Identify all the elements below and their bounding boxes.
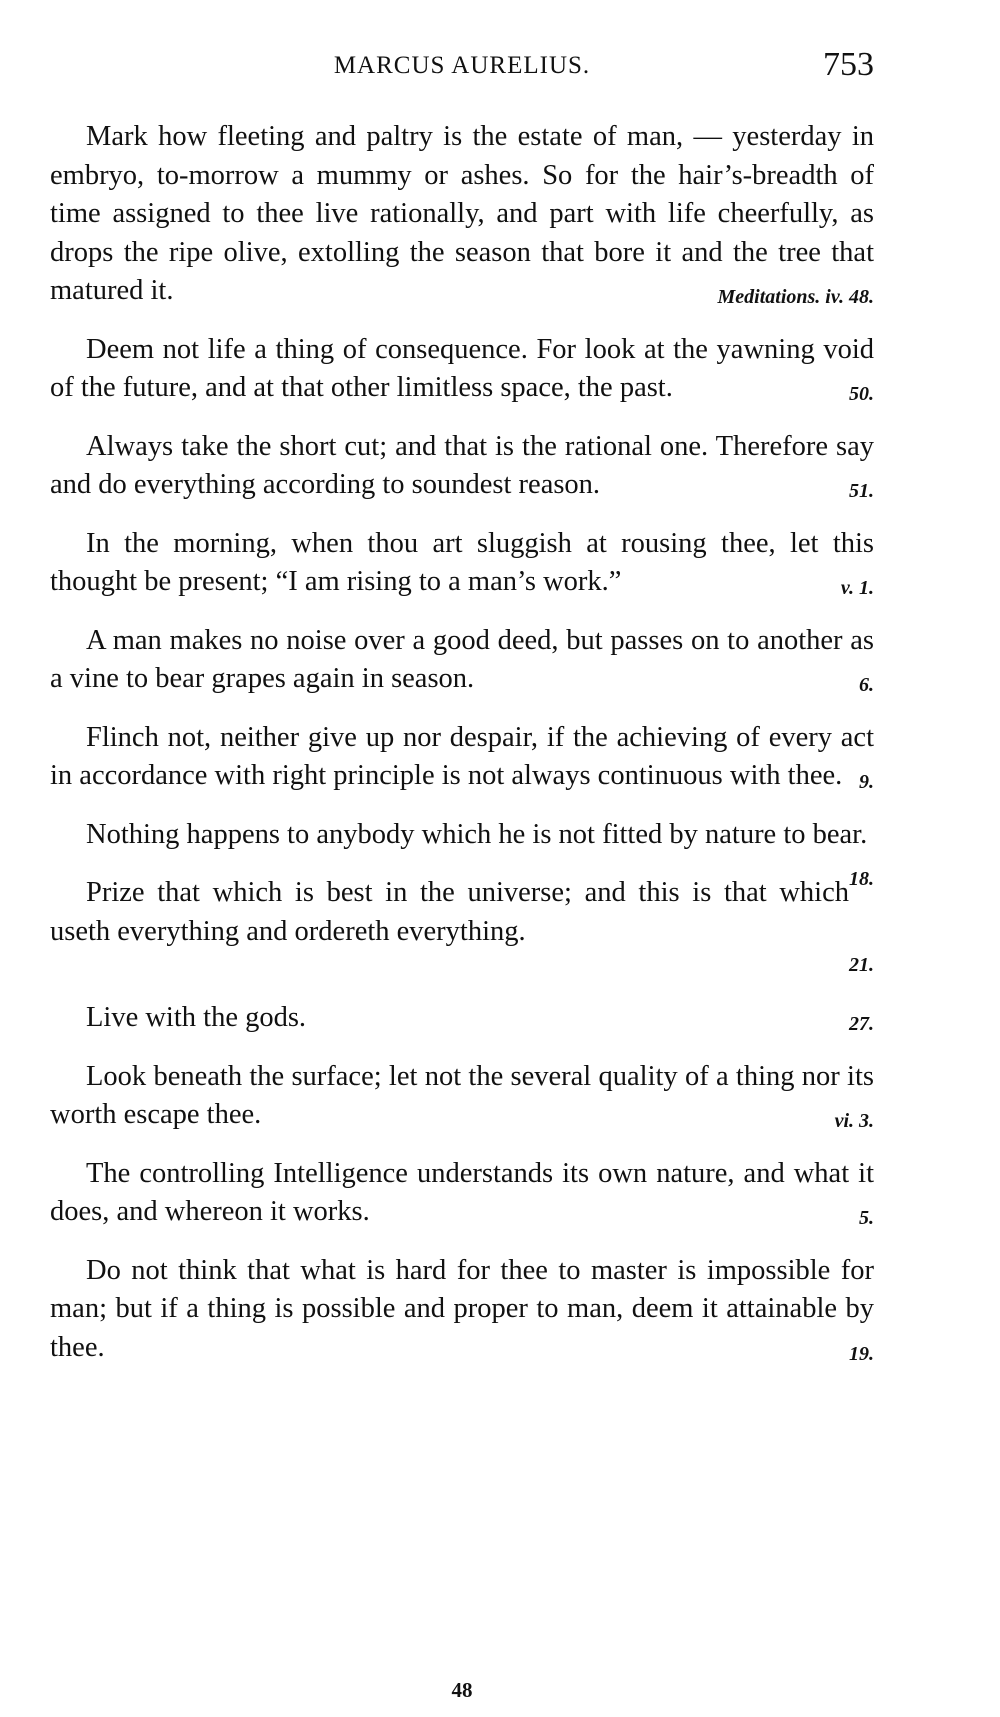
quotation xyxy=(50,999,874,1038)
quotation xyxy=(50,816,874,890)
quotation xyxy=(50,1155,874,1232)
quotation-citation: Meditations. iv. 48. xyxy=(717,286,874,308)
quotation-text: The controlling Intelligence understands its own nature, and what it does, and whereon it works. xyxy=(50,1157,874,1227)
quotation xyxy=(50,525,874,602)
quotations-list xyxy=(50,118,874,1387)
running-head xyxy=(50,46,874,86)
quotation-citation: v. 1. xyxy=(840,577,874,599)
quotation-citation: 6. xyxy=(859,674,874,696)
quotation-text: Flinch not, neither give up nor despair, if the achieving of every act in accordance with right principle is not always continuous with thee. xyxy=(50,721,874,791)
quotation-citation: 5. xyxy=(859,1207,874,1229)
quotation-citation: vi. 3. xyxy=(834,1110,874,1132)
quotation-text: Prize that which is best in the universe; and this is that which useth everything and ordereth everything. xyxy=(50,877,849,947)
quotation-citation: 27. xyxy=(849,1013,874,1035)
quotation-text: A man makes no noise over a good deed, but passes on to another as a vine to bear grapes again in season. xyxy=(50,624,874,694)
quotation-text: Deem not life a thing of consequence. For look at the yawning void of the future, and at that other limitless space, the past. xyxy=(50,333,874,403)
quotation xyxy=(50,874,874,979)
quotation xyxy=(50,118,874,311)
quotation-text: Live with the gods. xyxy=(86,1002,307,1033)
running-title: MARCUS AURELIUS. xyxy=(333,52,591,79)
quotation-text: Always take the short cut; and that is the rational one. Therefore say and do everything according to soundest reason. xyxy=(50,430,874,500)
quotation-text: Mark how fleeting and paltry is the estate of man, — yesterday in embryo, to-morrow a mummy or ashes. So for the hair’s-breadth of time assigned to thee live rationally, and part with life cheerfully, as drops the ripe olive, extolling the season that bore it and the tree that matured it. xyxy=(50,121,874,306)
quotation-citation: 51. xyxy=(849,480,874,502)
quotation xyxy=(50,1252,874,1368)
quotation-text: Nothing happens to anybody which he is not fitted by nature to bear. xyxy=(86,818,868,850)
quotation-citation: 18. xyxy=(849,868,874,890)
quotation xyxy=(50,622,874,699)
quotation-citation: 21. xyxy=(849,954,874,976)
quotation xyxy=(50,428,874,505)
page-number: 753 xyxy=(823,46,874,83)
quotation-text: In the morning, when thou art sluggish at rousing thee, let this thought be present; “I am rising to a man’s work.” xyxy=(50,527,874,597)
quotation-citation: 19. xyxy=(849,1342,874,1365)
quotation xyxy=(50,331,874,408)
quotation-text: Do not think that what is hard for thee to master is impossible for man; but if a thing is possible and proper to man, deem it attainable by thee. xyxy=(50,1254,874,1363)
quotation-citation: 9. xyxy=(859,771,874,793)
quotation-citation: 50. xyxy=(849,383,874,405)
signature-folio: 48 xyxy=(451,1678,473,1702)
quotation-text: Look beneath the surface; let not the several quality of a thing nor its worth escape thee. xyxy=(50,1060,874,1130)
quotation xyxy=(50,1058,874,1135)
quotation xyxy=(50,719,874,796)
